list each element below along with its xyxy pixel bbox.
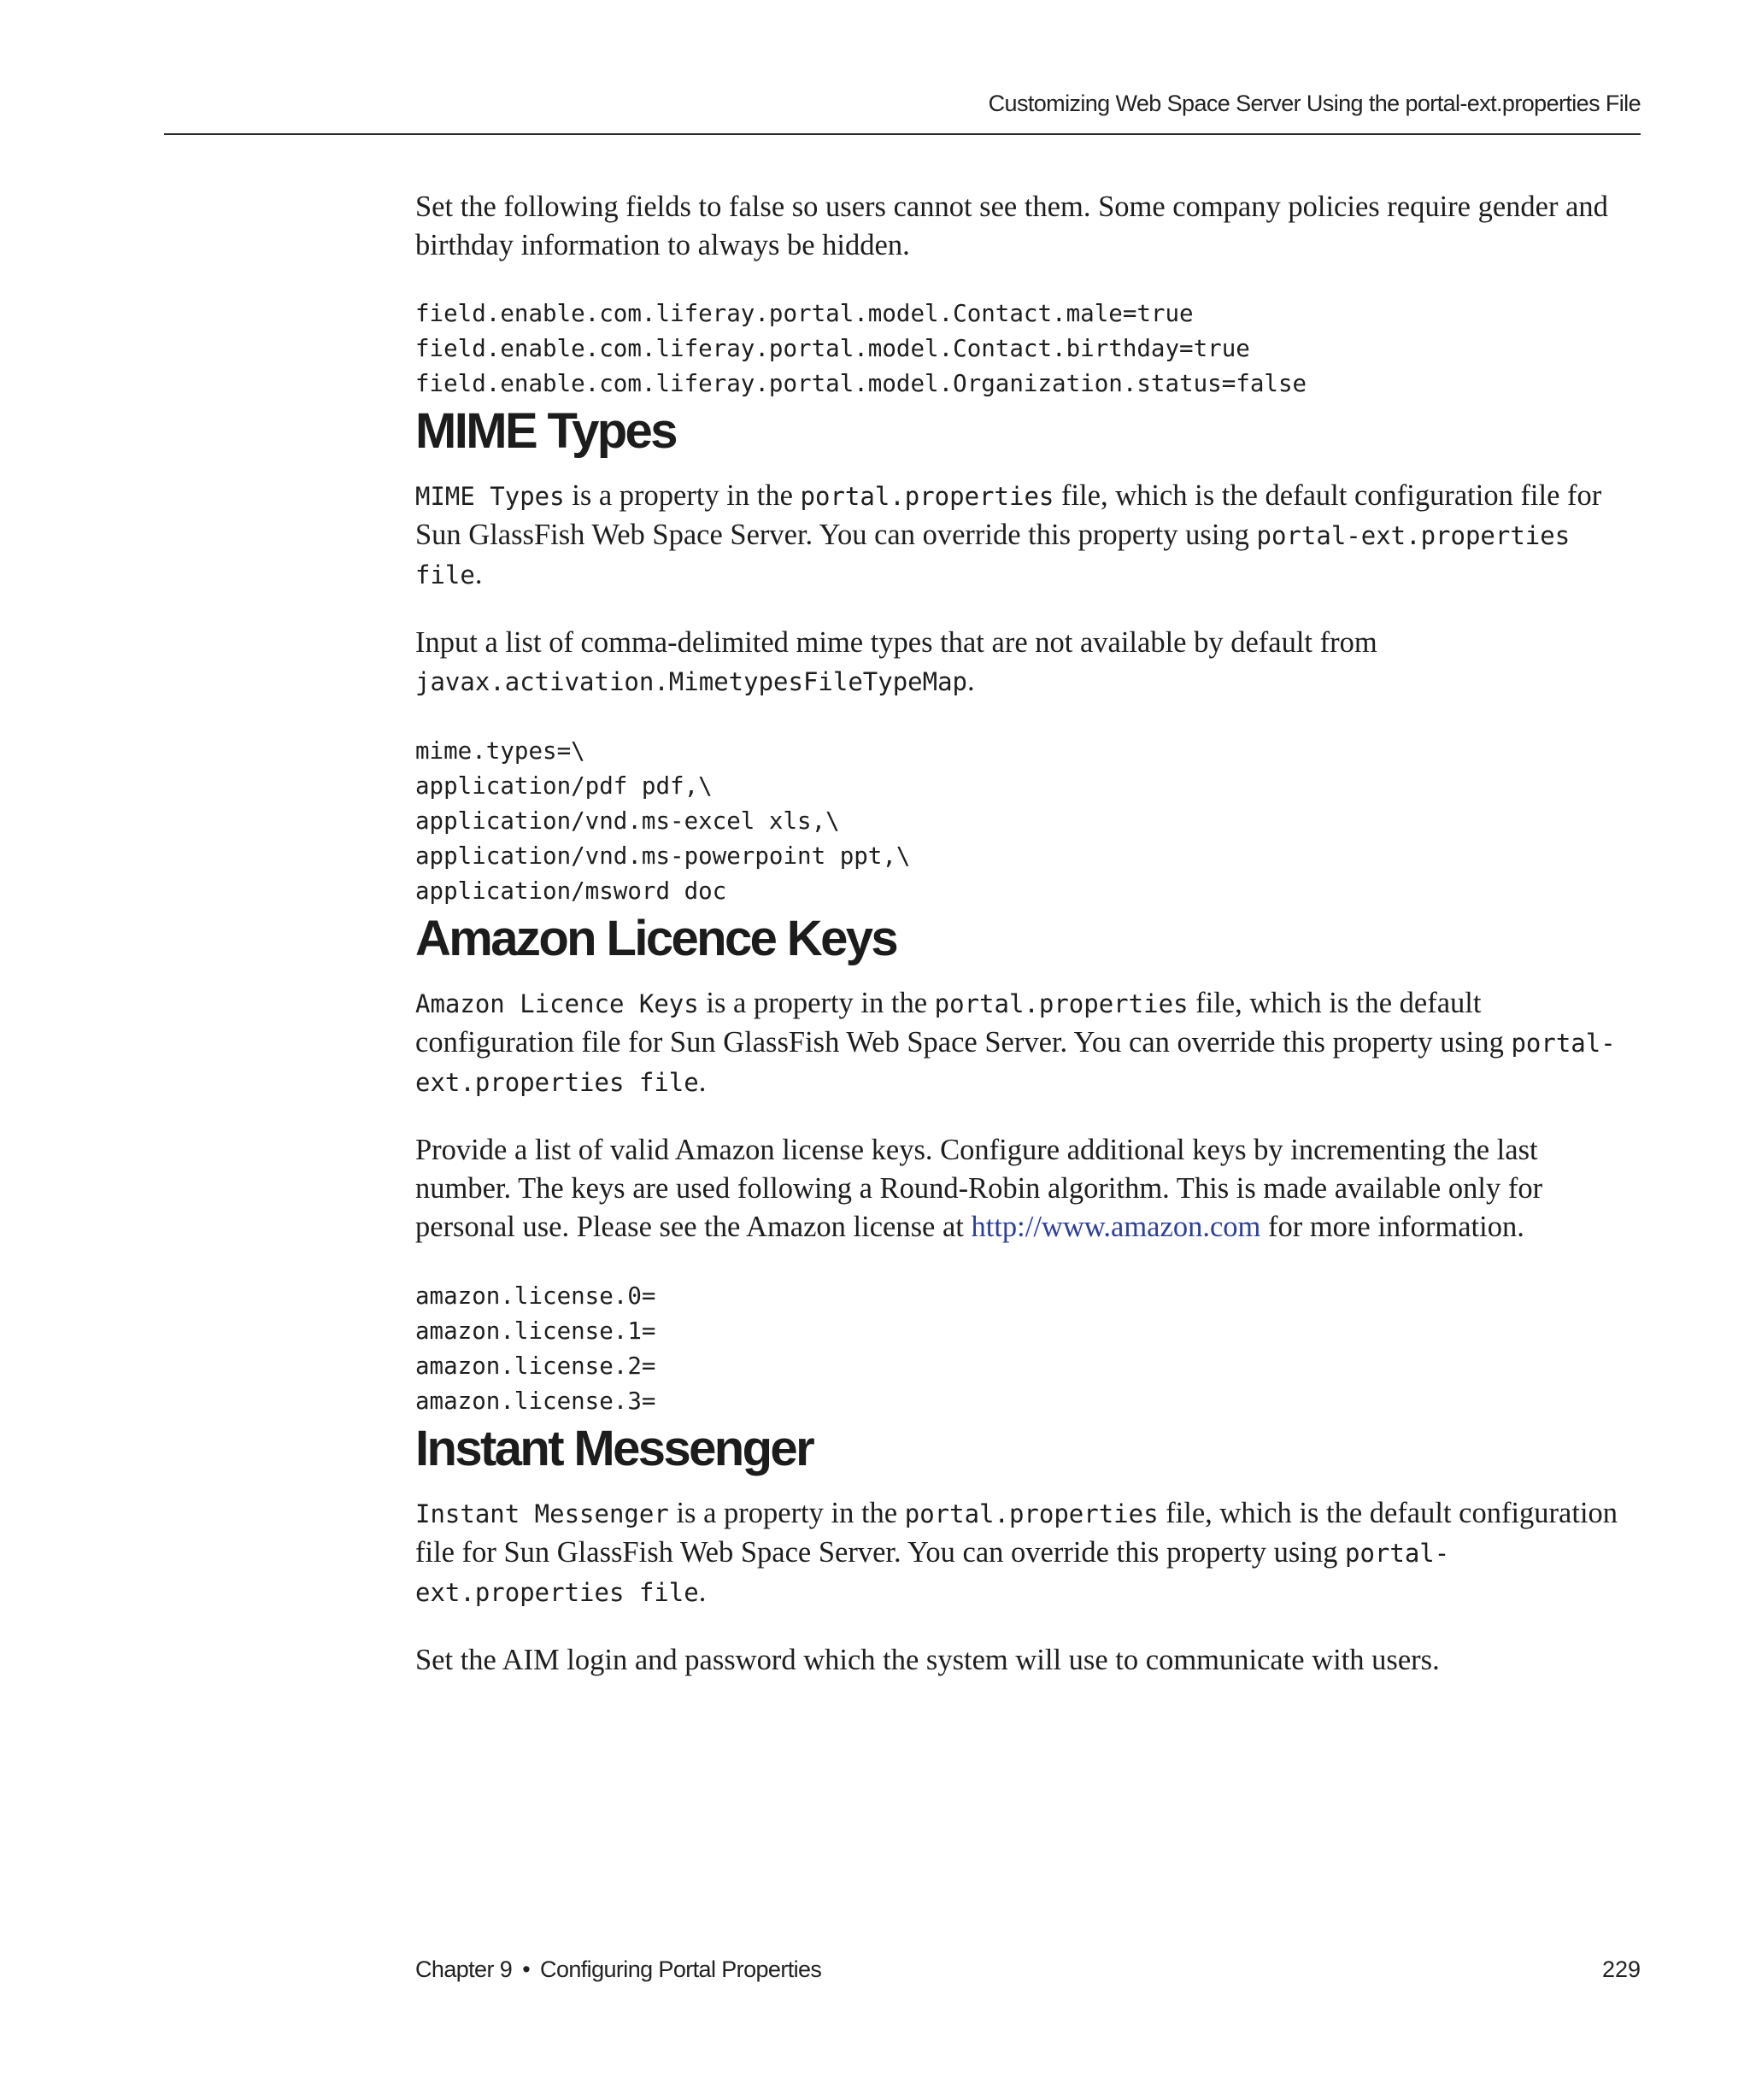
amazon-keys-description (415, 984, 1641, 1102)
code-line: field.enable.com.liferay.portal.model.Contact.male=true (415, 300, 1194, 327)
inline-code: portal-ext.properties file (415, 1539, 1450, 1607)
footer-chapter-number: Chapter 9 (415, 1956, 513, 1982)
inline-code: javax.activation.MimetypesFileTypeMap (415, 667, 968, 696)
inline-code: portal.properties (800, 482, 1054, 511)
text-run: file, which is the default configuration file for Sun GlassFish Web Space Server. You can override this property using (415, 1497, 1618, 1569)
inline-code: MIME Types (415, 482, 565, 511)
code-line: field.enable.com.liferay.portal.model.Organization.status=false (415, 370, 1307, 397)
text-run: Provide a list of valid Amazon license keys. Configure additional keys by incrementing the last number. The keys are used following a Round-Robin algorithm. This is made available only for personal use. Please see the Amazon license at (415, 1134, 1543, 1243)
main-content (415, 188, 1641, 1680)
mime-types-description (415, 477, 1641, 595)
inline-code: portal.properties (904, 1499, 1159, 1528)
text-run: is a property in the (668, 1497, 905, 1529)
code-line: application/msword doc (415, 877, 727, 905)
code-line: application/vnd.ms-excel xls,\ (415, 807, 840, 835)
code-line: application/vnd.ms-powerpoint ppt,\ (415, 842, 911, 870)
footer-chapter (415, 1956, 821, 1983)
amazon-link[interactable]: http://www.amazon.com (971, 1211, 1261, 1243)
mime-types-code-block (415, 734, 1641, 909)
instant-messenger-instruction: Set the AIM login and password which the system will use to communicate with users. (415, 1644, 1440, 1676)
text-run: . (698, 1065, 707, 1098)
instant-messenger-heading: Instant Messenger (415, 1421, 813, 1476)
code-line: amazon.license.2= (415, 1352, 656, 1380)
code-line: mime.types=\ (415, 737, 585, 765)
code-line: application/pdf pdf,\ (415, 772, 713, 800)
text-run: is a property in the (564, 479, 801, 512)
text-run: Input a list of comma-delimited mime types that are not available by default from (415, 626, 1377, 659)
intro-paragraph: Set the following fields to false so users cannot see them. Some company policies require gender and birthday information to always be hidden. (415, 191, 1608, 261)
mime-types-instruction (415, 624, 1641, 701)
intro-code-block (415, 296, 1641, 402)
code-line: field.enable.com.liferay.portal.model.Contact.birthday=true (415, 335, 1250, 362)
footer-bullet: • (522, 1956, 531, 1982)
text-run: . (698, 1575, 707, 1608)
page-number: 229 (1601, 1956, 1641, 1982)
amazon-keys-instruction (415, 1131, 1641, 1247)
running-header: Customizing Web Space Server Using the portal-ext.properties File (988, 91, 1641, 116)
instant-messenger-description (415, 1494, 1641, 1612)
text-run: for more information. (1260, 1211, 1524, 1243)
code-line: amazon.license.0= (415, 1282, 656, 1310)
text-run: . (474, 558, 483, 590)
inline-code: Instant Messenger (415, 1499, 669, 1528)
amazon-keys-code-block (415, 1279, 1641, 1419)
header-rule (164, 133, 1641, 135)
text-run: file, which is the default configuration file for Sun GlassFish Web Space Server. You can override this property using (415, 987, 1512, 1059)
amazon-keys-heading: Amazon Licence Keys (415, 911, 897, 966)
code-line: amazon.license.1= (415, 1317, 656, 1345)
inline-code: portal-ext.properties file (415, 521, 1571, 590)
text-run: is a property in the (698, 987, 935, 1019)
footer-chapter-title: Configuring Portal Properties (540, 1956, 822, 1982)
text-run: file, which is the default configuration file for Sun GlassFish Web Space Server. You can override this property using (415, 479, 1602, 551)
code-line: amazon.license.3= (415, 1387, 656, 1415)
inline-code: portal.properties (934, 989, 1189, 1018)
inline-code: portal-ext.properties file (415, 1029, 1616, 1097)
inline-code: Amazon Licence Keys (415, 989, 699, 1018)
text-run: . (967, 665, 975, 697)
mime-types-heading: MIME Types (415, 403, 676, 459)
